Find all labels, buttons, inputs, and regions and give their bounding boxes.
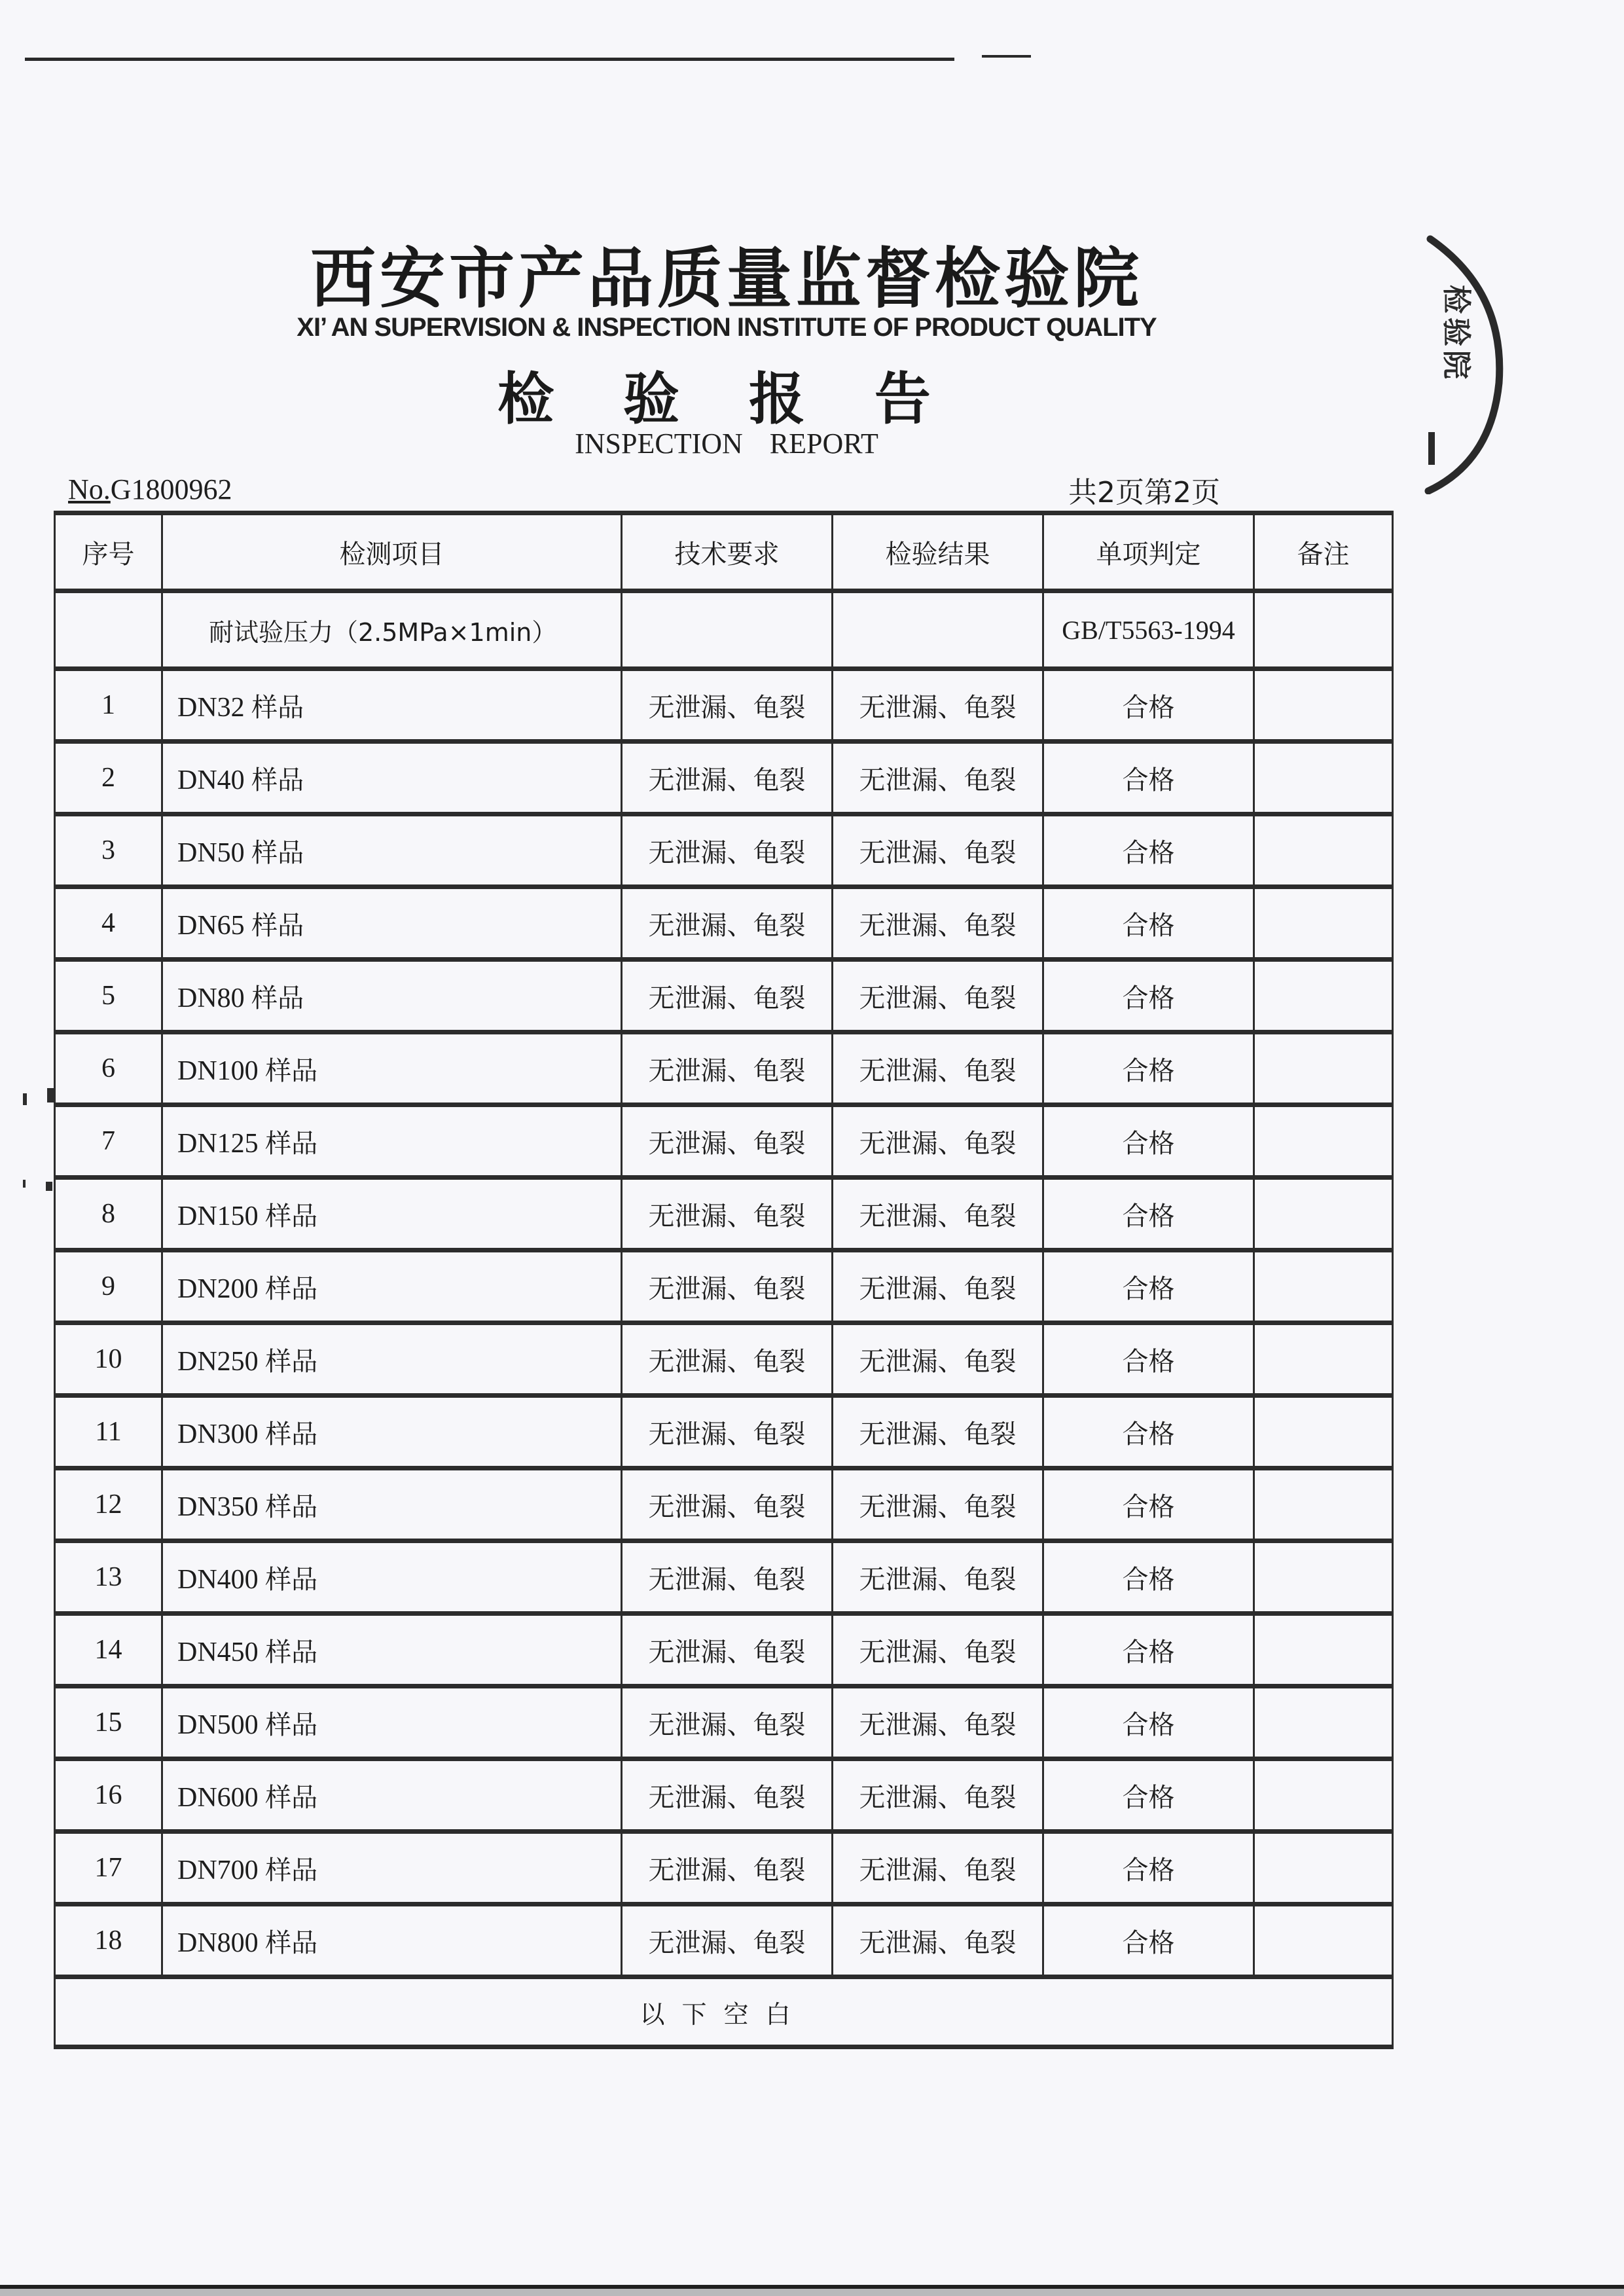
row-judgement: 合格 — [1043, 1396, 1254, 1468]
row-item — [162, 1323, 622, 1396]
row-suffix: 样品 — [251, 837, 304, 868]
row-judgement: 合格 — [1043, 1759, 1254, 1832]
table-row — [55, 1178, 1393, 1250]
row-item — [162, 1178, 622, 1250]
row-result: 无泄漏、龟裂 — [833, 1105, 1043, 1178]
row-judgement: 合格 — [1043, 1323, 1254, 1396]
row-result: 无泄漏、龟裂 — [833, 1250, 1043, 1323]
table-row — [55, 742, 1393, 814]
row-item — [162, 1250, 622, 1323]
table-footer-row — [55, 1977, 1393, 2047]
row-remark — [1254, 1904, 1393, 1977]
row-remark — [1254, 1323, 1393, 1396]
row-seq: 14 — [55, 1614, 162, 1686]
top-scan-rule-fragment — [982, 55, 1031, 58]
row-result: 无泄漏、龟裂 — [833, 1468, 1043, 1541]
column-header-requirement: 技术要求 — [622, 513, 833, 591]
row-seq: 1 — [55, 669, 162, 742]
table-row — [55, 1396, 1393, 1468]
row-item — [162, 1468, 622, 1541]
row-item — [162, 1032, 622, 1105]
row-judgement: 合格 — [1043, 1614, 1254, 1686]
column-header-judgement: 单项判定 — [1043, 513, 1254, 591]
row-seq: 12 — [55, 1468, 162, 1541]
row-requirement: 无泄漏、龟裂 — [622, 1832, 833, 1904]
row-judgement: 合格 — [1043, 1250, 1254, 1323]
row-size: DN200 — [177, 1273, 259, 1304]
scan-bottom-shadow — [0, 2289, 1624, 2296]
column-header-result: 检验结果 — [833, 513, 1043, 591]
row-seq: 8 — [55, 1178, 162, 1250]
row-suffix: 样品 — [251, 910, 304, 941]
row-judgement: 合格 — [1043, 669, 1254, 742]
row-judgement: 合格 — [1043, 1904, 1254, 1977]
row-suffix: 样品 — [265, 1055, 318, 1086]
report-number-prefix: No. — [68, 473, 111, 505]
table-row — [55, 1759, 1393, 1832]
row-requirement: 无泄漏、龟裂 — [622, 814, 833, 887]
row-requirement: 无泄漏、龟裂 — [622, 1541, 833, 1614]
standard-requirement — [622, 591, 833, 669]
report-title-en: INSPECTION REPORT — [575, 428, 878, 460]
row-suffix: 样品 — [251, 983, 304, 1013]
row-result: 无泄漏、龟裂 — [833, 1178, 1043, 1250]
table-row — [55, 1541, 1393, 1614]
row-judgement: 合格 — [1043, 742, 1254, 814]
row-size: DN125 — [177, 1128, 259, 1159]
table-row — [55, 1614, 1393, 1686]
row-suffix: 样品 — [251, 765, 304, 795]
row-seq: 6 — [55, 1032, 162, 1105]
report-number-value: G1800962 — [110, 473, 232, 505]
row-remark — [1254, 1105, 1393, 1178]
table-row — [55, 1468, 1393, 1541]
row-judgement: 合格 — [1043, 1832, 1254, 1904]
standard-row — [55, 591, 1393, 669]
row-size: DN350 — [177, 1491, 259, 1522]
row-item — [162, 669, 622, 742]
row-requirement: 无泄漏、龟裂 — [622, 1468, 833, 1541]
report-number — [68, 473, 232, 506]
table-row — [55, 1904, 1393, 1977]
row-result: 无泄漏、龟裂 — [833, 814, 1043, 887]
row-requirement: 无泄漏、龟裂 — [622, 1178, 833, 1250]
row-result: 无泄漏、龟裂 — [833, 887, 1043, 960]
standard-remark — [1254, 591, 1393, 669]
row-result: 无泄漏、龟裂 — [833, 1759, 1043, 1832]
row-item — [162, 960, 622, 1032]
margin-mark — [46, 1182, 52, 1191]
table-row — [55, 887, 1393, 960]
row-suffix: 样品 — [265, 1201, 318, 1231]
row-requirement: 无泄漏、龟裂 — [622, 1323, 833, 1396]
row-judgement: 合格 — [1043, 887, 1254, 960]
row-remark — [1254, 814, 1393, 887]
row-result: 无泄漏、龟裂 — [833, 1904, 1043, 1977]
row-size: DN65 — [177, 910, 245, 941]
row-size: DN250 — [177, 1346, 259, 1377]
row-judgement: 合格 — [1043, 960, 1254, 1032]
row-seq: 5 — [55, 960, 162, 1032]
row-remark — [1254, 1178, 1393, 1250]
row-size: DN600 — [177, 1782, 259, 1813]
row-requirement: 无泄漏、龟裂 — [622, 1250, 833, 1323]
row-seq: 15 — [55, 1686, 162, 1759]
row-result: 无泄漏、龟裂 — [833, 742, 1043, 814]
table-header-row — [55, 513, 1393, 591]
row-seq: 7 — [55, 1105, 162, 1178]
row-requirement: 无泄漏、龟裂 — [622, 669, 833, 742]
row-requirement: 无泄漏、龟裂 — [622, 960, 833, 1032]
row-suffix: 样品 — [265, 1927, 318, 1958]
row-item — [162, 1832, 622, 1904]
row-size: DN150 — [177, 1201, 259, 1231]
standard-test-item: 耐试验压力（2.5MPa×1min） — [162, 591, 622, 669]
row-size: DN500 — [177, 1709, 259, 1740]
margin-mark — [47, 1088, 54, 1102]
row-item — [162, 1105, 622, 1178]
table-row — [55, 1032, 1393, 1105]
row-requirement: 无泄漏、龟裂 — [622, 1759, 833, 1832]
row-size: DN32 — [177, 692, 245, 723]
column-header-item: 检测项目 — [162, 513, 622, 591]
report-title-cn: 检 验 报 告 — [497, 367, 956, 432]
column-header-seq: 序号 — [55, 513, 162, 591]
row-size: DN700 — [177, 1855, 259, 1886]
row-suffix: 样品 — [265, 1709, 318, 1740]
row-suffix: 样品 — [265, 1346, 318, 1377]
row-requirement: 无泄漏、龟裂 — [622, 1614, 833, 1686]
institute-name-cn: 西安市产品质量监督检验院 — [310, 240, 1143, 317]
row-result: 无泄漏、龟裂 — [833, 1614, 1043, 1686]
row-remark — [1254, 1396, 1393, 1468]
table-row — [55, 1832, 1393, 1904]
row-seq: 13 — [55, 1541, 162, 1614]
row-result: 无泄漏、龟裂 — [833, 669, 1043, 742]
row-suffix: 样品 — [265, 1564, 318, 1595]
official-seal-icon — [1407, 232, 1623, 494]
row-item — [162, 1686, 622, 1759]
table-row — [55, 1105, 1393, 1178]
table-row — [55, 814, 1393, 887]
row-size: DN40 — [177, 765, 245, 795]
row-size: DN800 — [177, 1927, 259, 1958]
row-judgement: 合格 — [1043, 1686, 1254, 1759]
row-remark — [1254, 1468, 1393, 1541]
row-item — [162, 814, 622, 887]
standard-seq — [55, 591, 162, 669]
row-remark — [1254, 669, 1393, 742]
row-suffix: 样品 — [265, 1419, 318, 1449]
row-remark — [1254, 1686, 1393, 1759]
row-remark — [1254, 1614, 1393, 1686]
row-requirement: 无泄漏、龟裂 — [622, 1105, 833, 1178]
blank-below-note: 以下空白 — [55, 1977, 1393, 2047]
standard-code: GB/T5563-1994 — [1043, 591, 1254, 669]
row-suffix: 样品 — [265, 1273, 318, 1304]
row-remark — [1254, 1832, 1393, 1904]
row-seq: 18 — [55, 1904, 162, 1977]
top-scan-rule — [25, 58, 954, 61]
row-seq: 4 — [55, 887, 162, 960]
row-judgement: 合格 — [1043, 1032, 1254, 1105]
row-requirement: 无泄漏、龟裂 — [622, 742, 833, 814]
row-suffix: 样品 — [265, 1128, 318, 1159]
row-judgement: 合格 — [1043, 814, 1254, 887]
row-seq: 9 — [55, 1250, 162, 1323]
row-item — [162, 1541, 622, 1614]
row-seq: 11 — [55, 1396, 162, 1468]
row-item — [162, 1396, 622, 1468]
row-result: 无泄漏、龟裂 — [833, 1686, 1043, 1759]
row-result: 无泄漏、龟裂 — [833, 1032, 1043, 1105]
row-requirement: 无泄漏、龟裂 — [622, 1904, 833, 1977]
row-suffix: 样品 — [251, 692, 304, 723]
row-result: 无泄漏、龟裂 — [833, 1396, 1043, 1468]
row-requirement: 无泄漏、龟裂 — [622, 1686, 833, 1759]
row-result: 无泄漏、龟裂 — [833, 960, 1043, 1032]
row-result: 无泄漏、龟裂 — [833, 1832, 1043, 1904]
margin-mark — [23, 1180, 26, 1188]
row-suffix: 样品 — [265, 1782, 318, 1813]
margin-mark — [23, 1093, 27, 1105]
row-judgement: 合格 — [1043, 1105, 1254, 1178]
row-result: 无泄漏、龟裂 — [833, 1541, 1043, 1614]
row-suffix: 样品 — [265, 1491, 318, 1522]
row-item — [162, 1614, 622, 1686]
row-judgement: 合格 — [1043, 1468, 1254, 1541]
row-remark — [1254, 1250, 1393, 1323]
table-row — [55, 1323, 1393, 1396]
table-row — [55, 1250, 1393, 1323]
table-row — [55, 1686, 1393, 1759]
row-size: DN100 — [177, 1055, 259, 1086]
row-suffix: 样品 — [265, 1855, 318, 1886]
row-size: DN80 — [177, 983, 245, 1013]
seal-text: 检验院 — [1439, 285, 1473, 383]
row-item — [162, 1759, 622, 1832]
row-item — [162, 742, 622, 814]
row-size: DN50 — [177, 837, 245, 868]
row-suffix: 样品 — [265, 1637, 318, 1667]
institute-name-en: XI’ AN SUPERVISION & INSPECTION INSTITUTE OF PRODUCT QUALITY — [297, 313, 1157, 342]
standard-result — [833, 591, 1043, 669]
row-size: DN400 — [177, 1564, 259, 1595]
row-size: DN300 — [177, 1419, 259, 1449]
row-size: DN450 — [177, 1637, 259, 1667]
row-requirement: 无泄漏、龟裂 — [622, 1396, 833, 1468]
page-indicator: 共2页第2页 — [1068, 476, 1220, 509]
row-item — [162, 887, 622, 960]
row-remark — [1254, 1032, 1393, 1105]
row-judgement: 合格 — [1043, 1541, 1254, 1614]
row-requirement: 无泄漏、龟裂 — [622, 1032, 833, 1105]
row-remark — [1254, 960, 1393, 1032]
table-row — [55, 960, 1393, 1032]
column-header-remark: 备注 — [1254, 513, 1393, 591]
row-seq: 10 — [55, 1323, 162, 1396]
row-seq: 3 — [55, 814, 162, 887]
row-item — [162, 1904, 622, 1977]
row-seq: 17 — [55, 1832, 162, 1904]
row-seq: 2 — [55, 742, 162, 814]
row-seq: 16 — [55, 1759, 162, 1832]
row-requirement: 无泄漏、龟裂 — [622, 887, 833, 960]
table-row — [55, 669, 1393, 742]
row-remark — [1254, 1541, 1393, 1614]
row-remark — [1254, 1759, 1393, 1832]
row-result: 无泄漏、龟裂 — [833, 1323, 1043, 1396]
row-remark — [1254, 742, 1393, 814]
row-judgement: 合格 — [1043, 1178, 1254, 1250]
row-remark — [1254, 887, 1393, 960]
inspection-results-table — [54, 511, 1394, 2049]
